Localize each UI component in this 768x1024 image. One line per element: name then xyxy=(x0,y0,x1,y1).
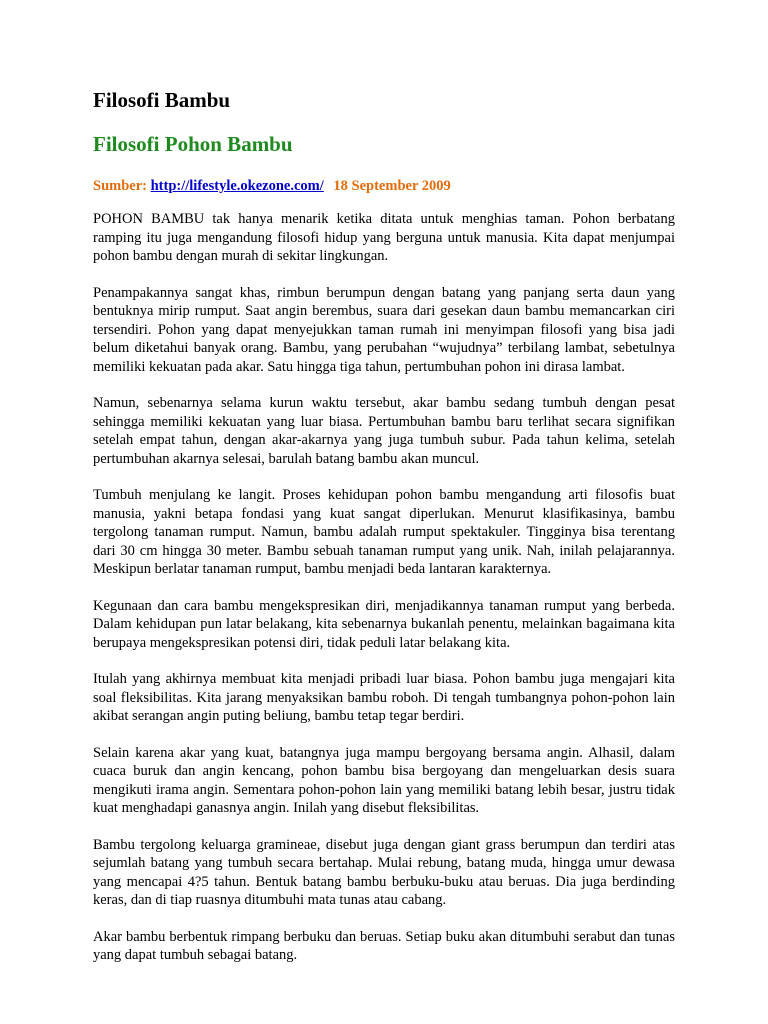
paragraph-5: Kegunaan dan cara bambu mengekspresikan diri, menjadikannya tanaman rumput yang berbeda. Dalam kehidupan pun latar belakang, kita sebenarnya bukanlah penentu, melainkan bagaimana kita berupaya mengekspresikan potensi diri, tidak peduli latar belakang kita. xyxy=(93,597,675,651)
paragraph-8: Bambu tergolong keluarga gramineae, disebut juga dengan giant grass berumpun dan terdiri atas sejumlah batang yang tumbuh secara bertahap. Mulai rebung, batang muda, hingga umur dewasa yang mencapai 4?5 tahun. Bentuk batang bambu berbuku-buku atau beruas. Dia juga berdinding keras, dan di tiap ruasnya ditumbuhi mata tunas atau cabang. xyxy=(93,836,675,908)
paragraph-6: Itulah yang akhirnya membuat kita menjadi pribadi luar biasa. Pohon bambu juga mengajari kita soal fleksibilitas. Kita jarang menyaksikan bambu roboh. Di tengah tumbangnya pohon-pohon lain akibat serangan angin puting beliung, bambu tetap tegar berdiri. xyxy=(93,671,675,724)
paragraph-3: Namun, sebenarnya selama kurun waktu tersebut, akar bambu sedang tumbuh dengan pesat sehingga memiliki kekuatan yang luar biasa. Pertumbuhan bambu baru terlihat secara signifikan setelah empat tahun, dengan akar-akarnya yang juga tumbuh subur. Pada tahun kelima, setelah pertumbuhan akarnya selesai, barulah batang bambu akan muncul. xyxy=(93,395,675,467)
source-link[interactable]: http://lifestyle.okezone.com/ xyxy=(150,178,324,194)
paragraph-1: POHON BAMBU tak hanya menarik ketika ditata untuk menghias taman. Pohon berbatang ramping itu juga mengandung filosofi hidup yang berguna untuk manusia. Kita dapat menjumpai pohon bambu dengan murah di sekitar lingkungan. xyxy=(93,211,675,264)
source-date: 18 September 2009 xyxy=(333,178,451,194)
paragraph-4: Tumbuh menjulang ke langit. Proses kehidupan pohon bambu mengandung arti filosofis buat manusia, yakni betapa fondasi yang kuat sangat diperlukan. Menurut klasifikasinya, bambu tergolong tanaman rumput. Namun, bambu adalah rumput spektakuler. Tingginya bisa terentang dari 30 cm hingga 30 meter. Bambu sebuah tanaman rumput yang unik. Nah, inilah pelajarannya. Meskipun berlatar tanaman rumput, bambu menjadi beda lantaran karakternya. xyxy=(93,487,675,577)
paragraph-7: Selain karena akar yang kuat, batangnya juga mampu bergoyang bersama angin. Alhasil, dalam cuaca buruk dan angin kencang, pohon bambu bisa bergoyang dan mengeluarkan desis suara mengikuti irama angin. Sementara pohon-pohon lain yang memiliki batang lebih besar, justru tidak kuat menghadapi ganasnya angin. Inilah yang disebut fleksibilitas. xyxy=(93,744,675,816)
article-title: Filosofi Pohon Bambu xyxy=(93,132,293,156)
source-line xyxy=(93,176,675,196)
paragraph-2: Penampakannya sangat khas, rimbun berumpun dengan batang yang panjang serta daun yang bentuknya mirip rumput. Saat angin berembus, suara dari gesekan daun bambu memancarkan ciri tersendiri. Pohon yang dapat menyejukkan taman rumah ini menyimpan filosofi yang bisa jadi belum diketahui banyak orang. Bambu, yang perubahan “wujudnya” terbilang lambat, sebetulnya memiliki kekuatan pada akar. Satu hingga tiga tahun, pertumbuhan pohon ini dirasa lambat. xyxy=(93,284,675,375)
document-title: Filosofi Bambu xyxy=(93,88,231,112)
source-label: Sumber: xyxy=(93,178,147,194)
paragraph-9: Akar bambu berbentuk rimpang berbuku dan beruas. Setiap buku akan ditumbuhi serabut dan tunas yang dapat tumbuh sebagai batang. xyxy=(93,928,675,963)
